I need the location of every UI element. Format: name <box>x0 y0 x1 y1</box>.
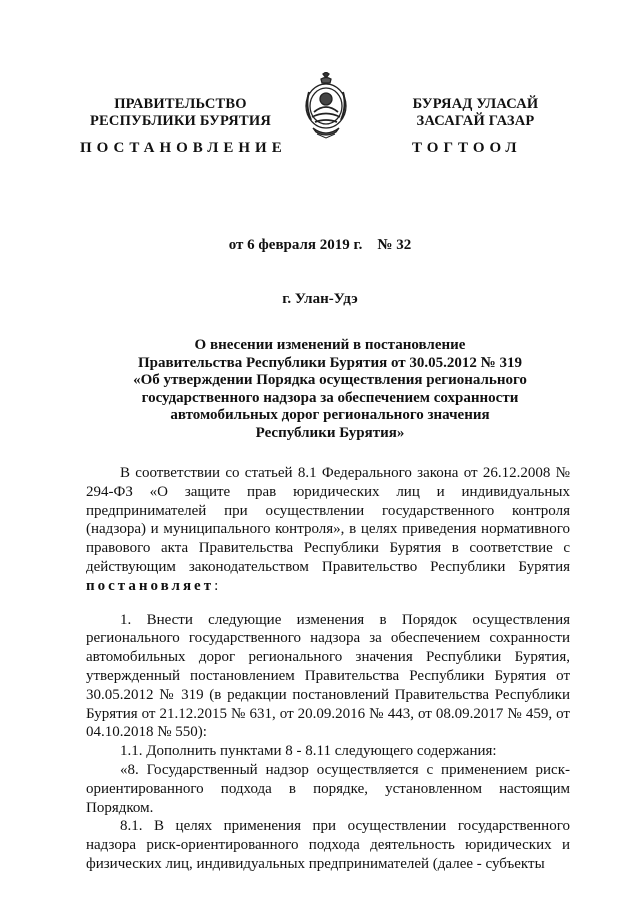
title-line: государственного надзора за обеспечением сохранности <box>141 389 519 406</box>
title-line: автомобильных дорог регионального значения <box>170 407 490 424</box>
date-line <box>0 237 640 254</box>
preamble-paragraph <box>86 464 570 596</box>
title-line: Республики Бурятия» <box>255 424 405 441</box>
paragraph-item-8-1: 8.1. В целях применения при осуществлении государственного надзора риск-ориентированного подхода деятельность юридических и физических лиц, индивидуальных предпринимателей (далее - субъекты <box>86 818 570 872</box>
title-line: Правительства Республики Бурятия от 30.05.2012 № 319 <box>137 354 522 371</box>
preamble-text: В соответствии со статьей 8.1 Федерального закона от 26.12.2008 № 294-ФЗ «О защите прав юридических лиц и индивидуальных предпринимателей при осуществлении государственного контроля (надзора) и муниципального контроля», в целях приведения нормативного правового акта Правительства Республики Бурятия в соответствие с действующим законодательством Правительство Республики Бурятия <box>86 465 570 575</box>
title-line: О внесении изменений в постановление <box>194 337 466 353</box>
header-right-line1: БУРЯАД УЛАСАЙ <box>412 96 539 112</box>
resolves-word: постановляет <box>86 577 215 594</box>
header-left-line2: РЕСПУБЛИКИ БУРЯТИЯ <box>90 113 271 129</box>
paragraph-item-8: «8. Государственный надзор осуществляется с применением риск-ориентированного подхода в порядке, установленном настоящим Порядком. <box>86 761 570 816</box>
document-date: от 6 февраля 2019 г. <box>228 237 363 253</box>
document-kind-russian: ПОСТАНОВЛЕНИЕ <box>80 140 287 156</box>
preamble-colon: : <box>214 577 219 594</box>
document-body <box>86 464 570 874</box>
document-title <box>80 337 580 443</box>
header-right-line2: ЗАСАГАЙ ГАЗАР <box>416 113 535 129</box>
paragraph-item-1: 1. Внести следующие изменения в Порядок осуществления регионального государственного надзора за обеспечением сохранности автомобильных дорог регионального значения Республики Бурятия, утвержденный постановлением Правительства Республики Бурятия от 30.05.2012 № 319 (в редакции постановлений Правительства Республики Бурятия от 21.12.2015 № 631, от 20.09.2016 № 443, от 08.09.2017 № 459, от 04.10.2018 № 550): <box>86 611 570 741</box>
header-left-line1: ПРАВИТЕЛЬСТВО <box>114 96 247 112</box>
header-left <box>88 96 273 130</box>
title-line: «Об утверждении Порядка осуществления регионального <box>133 372 527 389</box>
paragraph-item-1-1: 1.1. Дополнить пунктами 8 - 8.11 следующего содержания: <box>120 743 497 760</box>
city: г. Улан-Удэ <box>282 291 358 307</box>
coat-of-arms-icon <box>299 72 353 140</box>
header-right <box>383 96 568 130</box>
document-kind-buryat: ТОГТООЛ <box>412 140 522 156</box>
document-number: № 32 <box>377 237 412 253</box>
